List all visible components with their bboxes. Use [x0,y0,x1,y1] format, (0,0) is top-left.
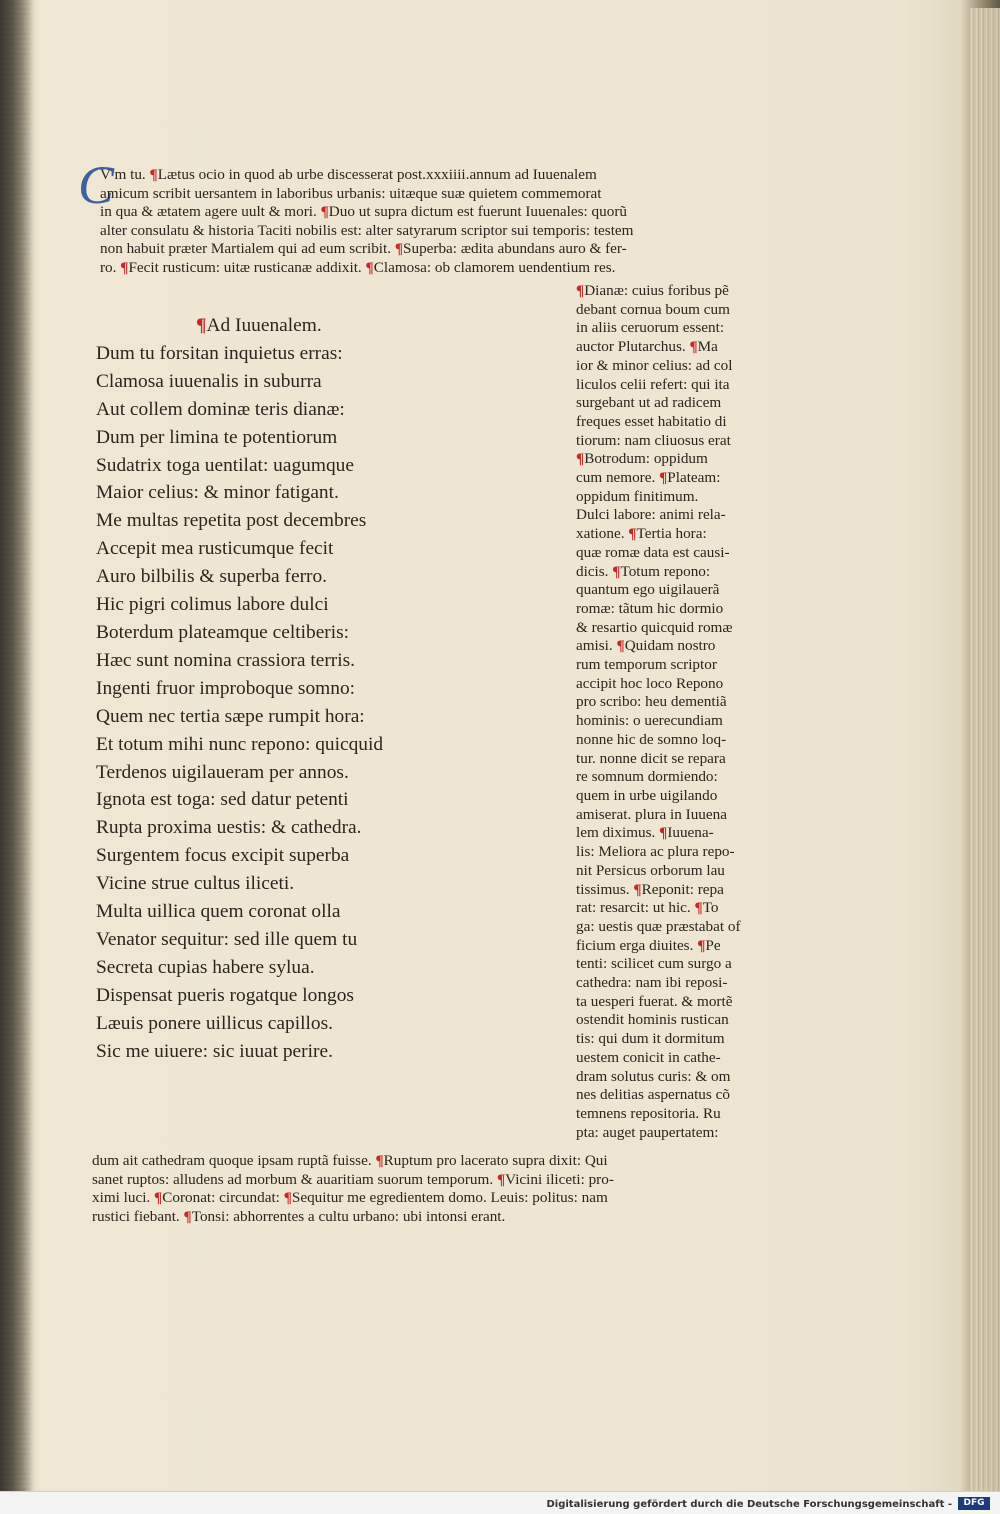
gloss-line: temnens repositoria. Ru [576,1104,721,1122]
gloss-line: Dulci labore: animi rela- [576,506,726,524]
gloss-line: nit Persicus orborum lau [576,861,725,879]
rubric-mark: ¶ [628,525,637,543]
gloss-line: xatione. ¶Tertia hora: [576,525,707,543]
poem-line: Accepit mea rusticumque fecit [96,538,334,560]
gloss-line: pta: auget paupertatem: [576,1123,719,1141]
commentary-line: non habuit præter Martialem qui ad eum scribit. ¶Superba: ædita abundans auro & fer- [100,240,627,258]
poem-line: Maior celius: & minor fatigant. [96,482,339,504]
commentary-bottom [92,1152,792,1226]
gloss-line: nes delitias aspernatus cõ [576,1086,730,1104]
rubric-mark: ¶ [659,824,668,842]
poem-line: Rupta proxima uestis: & cathedra. [96,817,362,839]
poem-line: Terdenos uigilaueram per annos. [96,761,349,783]
poem-line: Aut collem dominæ teris dianæ: [96,398,345,420]
poem-line: Auro bilbilis & superba ferro. [96,566,328,588]
poem-line: Et totum mihi nunc repono: quicquid [96,733,384,755]
gloss-line: dicis. ¶Totum repono: [576,562,711,580]
poem-line: Ignota est toga: sed datur petenti [96,789,349,811]
rubric-mark: ¶ [694,899,703,917]
spine-edge [0,0,30,1500]
rubric-mark: ¶ [154,1189,163,1207]
gloss-line: hominis: o uerecundiam [576,712,723,730]
rubric-mark: ¶ [616,637,625,655]
poem-lines [96,340,566,1066]
gloss-line: rum temporum scriptor [576,656,717,674]
poem-line: Dum per limina te potentiorum [96,426,338,448]
rubric-mark: ¶ [375,1152,384,1169]
rubric-mark: ¶ [320,203,329,221]
rubric-mark: ¶ [196,315,207,336]
gloss-line: quantum ego uigilauerã [576,581,720,599]
gloss-line: cathedra: nam ibi reposi- [576,974,728,992]
commentary-line: V m tu. ¶Lætus ocio in quod ab urbe discesserat post.xxxiiii.annum ad Iuuenalem [100,166,597,183]
poem-line: Dum tu forsitan inquietus erras: [96,342,343,364]
poem-line: Sic me uiuere: sic iuuat perire. [96,1040,333,1062]
commentary-line: dum ait cathedram quoque ipsam ruptã fuisse. ¶Ruptum pro lacerato supra dixit: Qui [92,1152,608,1169]
gloss-line: tiorum: nam cliuosus erat [576,431,731,449]
gloss-line: in aliis ceruorum essent: [576,319,725,337]
gloss-line: accipit hoc loco Repono [576,674,724,692]
poem-line: Secreta cupias habere sylua. [96,956,315,978]
poem-line: Me multas repetita post decembres [96,510,367,532]
gloss-line: auctor Plutarchus. ¶Ma [576,338,718,356]
dfg-logo: DFG [958,1497,990,1510]
gloss-line: ostendit hominis rustican [576,1011,729,1029]
poem-line: Ingenti fruor improboque somno: [96,677,356,699]
gloss-line: romæ: tãtum hic dormio [576,599,724,617]
gloss-line: tissimus. ¶Reponit: repa [576,880,724,898]
commentary-line: rustici fiebant. ¶Tonsi: abhorrentes a cultu urbano: ubi intonsi erant. [92,1207,506,1225]
gloss-line: nonne hic de somno loq- [576,730,727,748]
poem-line: Hic pigri colimus labore dulci [96,594,329,616]
gloss-line: cum nemore. ¶Plateam: [576,469,721,487]
rubric-mark: ¶ [394,240,404,258]
poem-line: Multa uillica quem coronat olla [96,901,341,923]
gloss-line: tenti: scilicet cum surgo a [576,955,732,973]
rubric-mark: ¶ [183,1207,192,1225]
gloss-line: tur. nonne dicit se repara [576,749,726,767]
gloss-line: ¶Botrodum: oppidum [576,450,708,468]
commentary-line: ro. ¶Fecit rusticum: uitæ rusticanæ addixit. ¶Clamosa: ob clamorem uendentium res. [100,258,616,276]
gloss-line: uestem conicit in cathe- [576,1048,721,1066]
rubric-mark: ¶ [697,936,706,954]
gloss-line: tis: qui dum it dormitum [576,1030,725,1048]
gloss-line: quæ romæ data est causi- [576,543,730,561]
gloss-line: amiserat. plura in Iuuena [576,805,727,823]
poem-line: Dispensat pueris rogatque longos [96,984,354,1006]
gloss-line: rat: resarcit: ut hic. ¶To [576,899,719,917]
rubric-mark: ¶ [612,562,621,580]
rubric-mark: ¶ [365,258,374,276]
gloss-line: liculos celii refert: qui ita [576,375,730,393]
commentary-line: amicum scribit uersantem in laboribus urbanis: uitæque suæ quietem commemorat [100,184,602,202]
poem-line: Hæc sunt nomina crassiora terris. [96,649,356,671]
poem-line: Venator sequitur: sed ille quem tu [96,928,358,950]
decorated-initial: C [78,155,115,215]
gloss-line: ta uesperi fuerat. & mortẽ [576,992,733,1010]
gloss-line: re somnum dormiendo: [576,768,718,786]
rubric-mark: ¶ [283,1189,292,1207]
gloss-line: lis: Meliora ac plura repo- [576,843,735,861]
gloss-line: oppidum finitimum. [576,487,699,505]
rubric-mark: ¶ [633,880,642,898]
gloss-line: ficium erga diuites. ¶Pe [576,936,721,954]
rubric-mark: ¶ [120,258,129,276]
commentary-line: sanet ruptos: alludens ad morbum & auaritiam suorum temporum. ¶Vicini iliceti: pro- [92,1170,614,1188]
poem-line: Clamosa iuuenalis in suburra [96,370,322,392]
gloss-line: surgebant ut ad radicem [576,394,722,412]
gloss-line: ¶Dianæ: cuius foribus pẽ [576,282,729,299]
rubric-mark: ¶ [576,282,585,299]
poem-block [96,312,566,1065]
poem-line: Læuis ponere uillicus capillos. [96,1012,333,1034]
commentary-line: in qua & ætatem agere uult & mori. ¶Duo ut supra dictum est fuerunt Iuuenales: quorũ [100,203,627,221]
rubric-mark: ¶ [149,166,158,183]
page-edges [970,8,1000,1498]
poem-line: Surgentem focus excipit superba [96,845,350,867]
funding-credit: Digitalisierung gefördert durch die Deutsche Forschungsgemeinschaft - [546,1499,952,1510]
poem-heading: ¶Ad Iuuenalem. [196,315,322,336]
rubric-mark: ¶ [689,338,698,356]
gloss-line: & resartio quicquid romæ [576,618,733,636]
poem-line: Quem nec tertia sæpe rumpit hora: [96,705,365,727]
gloss-line: freques esset habitatio di [576,412,727,430]
commentary-line: ximi luci. ¶Coronat: circundat: ¶Sequitur me egredientem domo. Leuis: politus: nam [92,1189,608,1207]
footer-bar [0,1491,1000,1514]
gloss-line: debant cornua boum cum [576,300,730,318]
marginal-gloss [576,282,798,1142]
rubric-mark: ¶ [659,469,668,487]
gloss-line: ior & minor celius: ad col [576,356,733,374]
gloss-line: ga: uestis quæ præstabat of [576,917,741,935]
commentary-top [100,166,790,278]
gloss-line: dram solutus curis: & om [576,1067,731,1085]
gloss-line: amisi. ¶Quidam nostro [576,637,716,655]
poem-line: Vicine strue cultus iliceti. [96,873,295,895]
gloss-line: quem in urbe uigilando [576,786,718,804]
poem-line: Boterdum plateamque celtiberis: [96,621,350,643]
rubric-mark: ¶ [496,1170,506,1188]
gloss-line: pro scribo: heu dementiã [576,693,727,711]
gloss-line: lem diximus. ¶Iuuena- [576,824,714,842]
commentary-line: alter consulatu & historia Taciti nobilis est: alter satyrarum scriptor sui temporis: testem [100,221,634,239]
rubric-mark: ¶ [576,450,585,468]
poem-line: Sudatrix toga uentilat: uagumque [96,454,354,476]
